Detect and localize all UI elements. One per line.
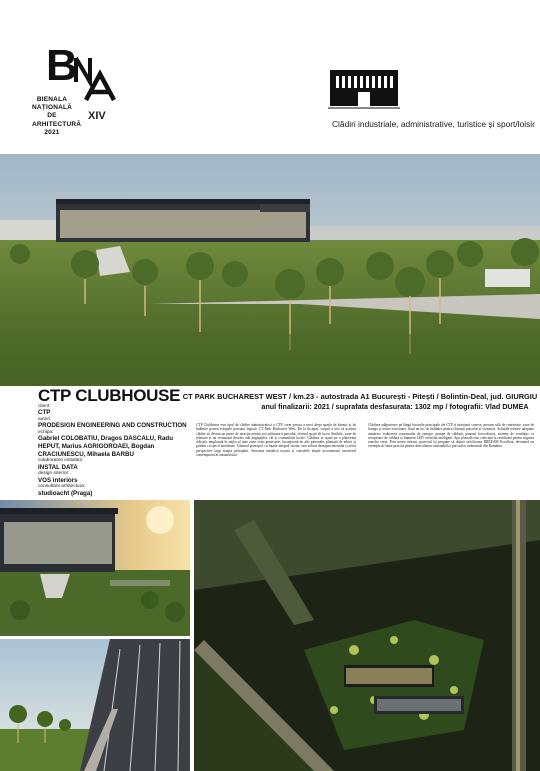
logo-edition: XIV (88, 110, 106, 122)
credit-label: echipa: (38, 430, 54, 435)
description-column-1: CTP Clubhouse este tipul de clădire administrativă a CTP, creat pentru a servi drept spațiu de birouri și de întâlnire pentru echipele parcului logistic CT Park Bucharest West. De la început, scopul a fost ca această clădire să devină un punct de atracție pentru toți utilizatorii parcului, oferind spații de lucru flexibile, zone de relaxare și un restaurant deschis atât angajaților, cât și comunității locale. Clădirea se așază pe o platformă ridicată, amplasată în mijlocul unei zone verzi generoase, înconjurată de alei pietonale, plantații de arbori și grădini cu specii autohtone. Volumul principal, cu fațade integral vitrate, este ridicat deasupra terenului și oferă perspective largi asupra peisajului. Structura metalică ușoară și consolele ample accentuează caracterul contemporan al ansamblului. (196, 423, 356, 458)
logo-line: DE (47, 112, 57, 120)
credit-label: client: (38, 404, 51, 409)
credit-label: autori: (38, 417, 52, 422)
credit-value: VOS interiors (38, 476, 78, 484)
category-label: Clădiri industriale, administrative, turistice și sport/loisir (332, 119, 535, 129)
project-meta: anul finalizarii: 2021 / suprafata desfasurata: 1302 mp / fotografii: Vlad DUMEA (261, 402, 529, 411)
facade-photo (0, 639, 190, 771)
credit-value: studioacht (Praga) (38, 489, 93, 497)
credit-value: CTP (38, 409, 51, 417)
description-column-2: Clădirea adăpostește pe lângă birourile principale ale CTP și funcțiuni conexe, precum sală de conferințe, zone de lounge și terase exterioare, fiind un loc de întâlnire pentru chiriașii parcului și vizitatori. Soluțiile tehnice adoptate urmăresc reducerea consumului de energie: pompe de căldură, panouri fotovoltaice, sisteme de ventilație cu recuperare de căldură și iluminat LED controlat inteligent. Apa pluvială este colectată și reutilizată pentru irigarea zonelor verzi. Prin aceste măsuri, proiectul își propune să obțină certificarea BREEAM Excellent, devenind un exemplu de bune practici pentru dezvoltarea sustenabilă a parcurilor industriale din România. (368, 423, 534, 449)
logo-text (32, 96, 82, 137)
project-location: CT PARK BUCHAREST WEST / km.23 - autostrada A1 București - Pitești / Bolintin-Deal, jud. GIURGIU (182, 392, 538, 401)
logo-letter-b: B (46, 41, 76, 90)
credit-label: colaboratori instalatii: (38, 458, 84, 464)
project-title: CTP CLUBHOUSE (38, 386, 181, 405)
industrial-building-icon (328, 68, 400, 110)
logo-line: ARHITECTURĂ (32, 120, 82, 128)
sunset-photo (0, 500, 190, 636)
bna-logo-mark (72, 54, 116, 102)
hero-photo (0, 154, 540, 386)
credit-label: consultant arhitectura: (38, 484, 86, 490)
credit-value: Gabriel COLOBATIU, Dragos DASCALU, Radu HEPUT, Marius AGRIGOROAEI, Bogdan CRACIUNESCU, Mihaela BARBU (38, 435, 173, 458)
credit-value: INSTAL DATA (38, 463, 78, 471)
credit-value: PRODESIGN ENGINEERING AND CONSTRUCTION (38, 422, 187, 430)
logo-line: NAȚIONALĂ (32, 104, 73, 112)
aerial-night-photo (194, 500, 540, 771)
credits-block (38, 404, 188, 497)
logo-line: BIENALA (36, 96, 68, 103)
credit-label: design interior: (38, 471, 70, 477)
logo-line: 2021 (44, 128, 60, 136)
